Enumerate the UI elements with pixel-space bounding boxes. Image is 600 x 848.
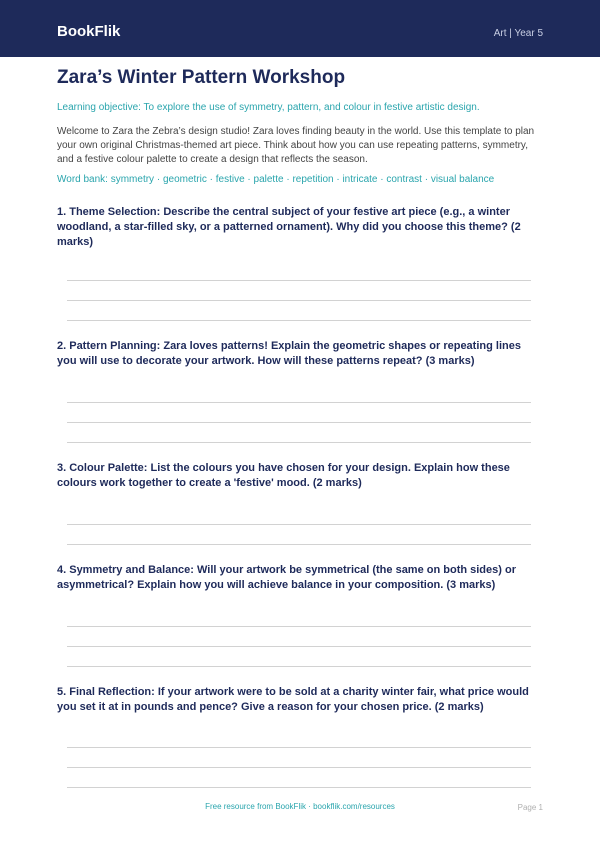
header-bar: [0, 0, 600, 57]
page-title: Zara’s Winter Pattern Workshop: [57, 67, 346, 88]
word-bank: Word bank: symmetry · geometric · festive · palette · repetition · intricate · contrast · visual balance: [57, 174, 495, 185]
answer-line[interactable]: [67, 422, 531, 423]
answer-line[interactable]: [67, 544, 531, 545]
subject-year-label: Art | Year 5: [493, 28, 543, 39]
answer-line[interactable]: [67, 787, 531, 788]
question-3: 3. Colour Palette: List the colours you have chosen for your design. Explain how these colours work together to create a 'festive' mood. (2 marks): [57, 462, 510, 489]
question-2: 2. Pattern Planning: Zara loves patterns! Explain the geometric shapes or repeating lines you will use to decorate your artwork. How will these patterns repeat? (3 marks): [57, 340, 521, 367]
answer-line[interactable]: [67, 747, 531, 748]
question-1: 1. Theme Selection: Describe the central subject of your festive art piece (e.g., a winter woodland, a star-filled sky, or a patterned ornament). Why did you choose this theme? (2 marks): [57, 206, 521, 248]
answer-line[interactable]: [67, 767, 531, 768]
answer-line[interactable]: [67, 280, 531, 281]
footer-credit-link[interactable]: Free resource from BookFlik · bookflik.com/resources: [205, 802, 395, 811]
answer-line[interactable]: [67, 320, 531, 321]
answer-line[interactable]: [67, 402, 531, 403]
question-4: 4. Symmetry and Balance: Will your artwork be symmetrical (the same on both sides) or asymmetrical? Explain how you will achieve balance in your composition. (3 marks): [57, 564, 516, 591]
learning-objective: Learning objective: To explore the use of symmetry, pattern, and colour in festive artistic design.: [57, 102, 480, 113]
answer-line[interactable]: [67, 300, 531, 301]
question-5: 5. Final Reflection: If your artwork were to be sold at a charity winter fair, what price would you set it at in pounds and pence? Give a reason for your chosen price. (2 marks): [57, 686, 529, 713]
answer-line[interactable]: [67, 666, 531, 667]
brand-logo[interactable]: BookFlik: [57, 23, 121, 40]
answer-line[interactable]: [67, 646, 531, 647]
answer-line[interactable]: [67, 524, 531, 525]
answer-line[interactable]: [67, 442, 531, 443]
intro-paragraph: Welcome to Zara the Zebra’s design studio! Zara loves finding beauty in the world. Use this template to plan your own original Christmas-themed art piece. Think about how you can use repeating patterns, symmetry, and a festive colour palette to create a design that reflects the season.: [57, 126, 535, 165]
page-number: Page 1: [517, 803, 543, 812]
answer-line[interactable]: [67, 626, 531, 627]
